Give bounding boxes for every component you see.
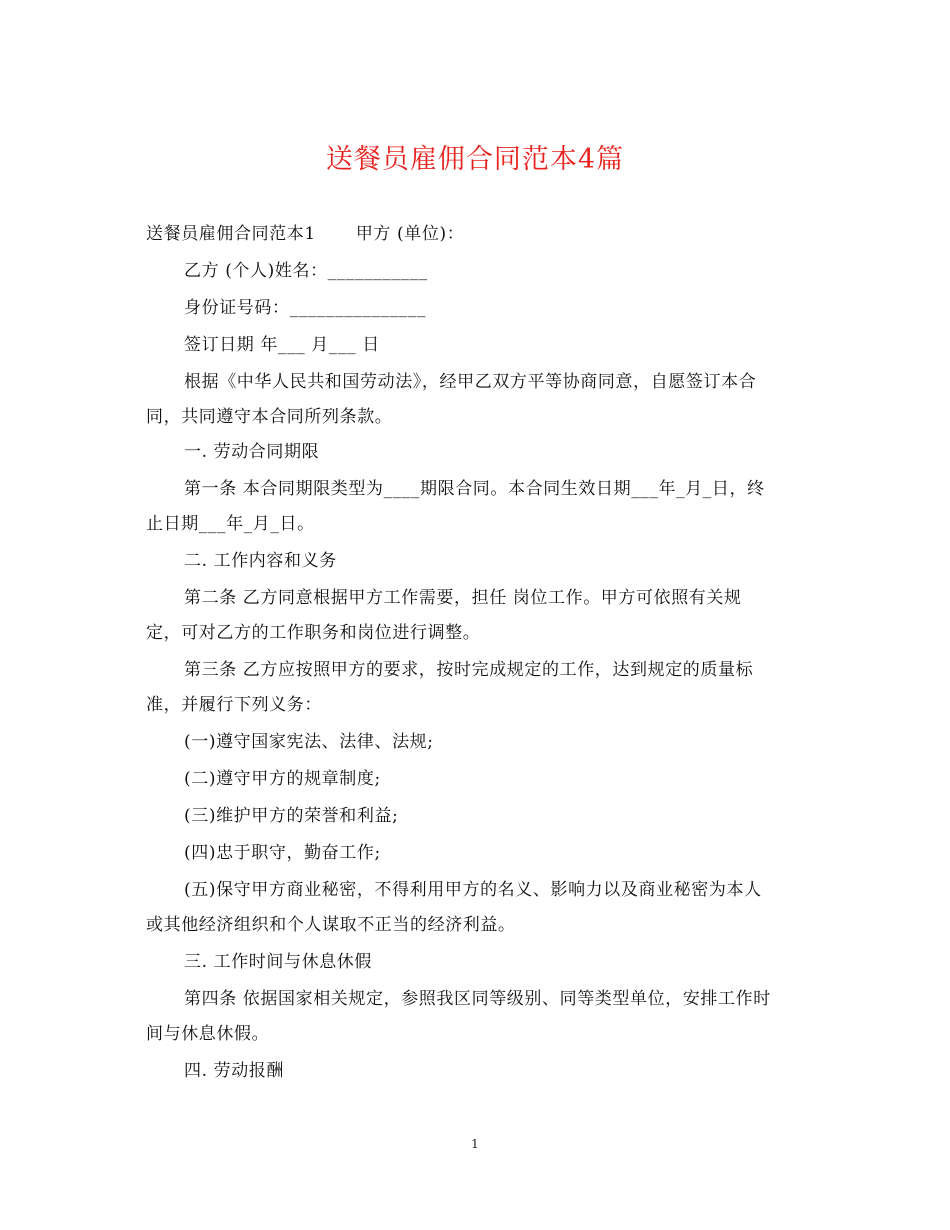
preamble-line: 同，共同遵守本合同所列条款。 [146,407,393,427]
obligation-item: 或其他经济组织和个人谋取不正当的经济利益。 [146,915,516,935]
obligation-item: (四)忠于职守，勤奋工作; [184,843,381,863]
contract-heading: 送餐员雇佣合同范本1 [146,224,316,244]
clause-line: 第四条 依据国家相关规定，参照我区同等级别、同等类型单位，安排工作时 [184,989,771,1009]
preamble-line: 根据《中华人民共和国劳动法》，经甲乙双方平等协商同意，自愿签订本合 [184,372,757,392]
signing-date-line: 签订日期 年___ 月___ 日 [184,335,380,355]
clause-line: 第二条 乙方同意根据甲方工作需要，担任 岗位工作。甲方可依照有关规 [184,588,742,608]
clause-line: 间与休息休假。 [146,1024,270,1044]
clause-line: 止日期___年_月_日。 [146,514,315,534]
clause-line: 准，并履行下列义务： [146,695,322,715]
section-heading: 一. 劳动合同期限 [184,442,320,462]
page-number: 1 [471,1137,479,1151]
obligation-item: (二)遵守甲方的规章制度; [184,769,381,789]
clause-line: 第三条 乙方应按照甲方的要求，按时完成规定的工作，达到规定的质量标 [184,660,754,680]
party-a-label: 甲方 (单位)： [355,224,465,244]
section-heading: 四. 劳动报酬 [184,1061,285,1081]
id-number-line: 身份证号码：_______________ [184,298,427,318]
section-heading: 三. 工作时间与休息休假 [184,952,373,972]
document-title: 送餐员雇佣合同范本4篇 [325,144,625,175]
party-b-name-line: 乙方 (个人)姓名：___________ [184,261,428,281]
obligation-item: (五)保守甲方商业秘密，不得利用甲方的名义、影响力以及商业秘密为本人 [184,880,762,900]
clause-line: 定，可对乙方的工作职务和岗位进行调整。 [146,623,481,643]
obligation-item: (一)遵守国家宪法、法律、法规; [184,732,434,752]
clause-line: 第一条 本合同期限类型为____期限合同。本合同生效日期___年_月_日，终 [184,479,765,499]
obligation-item: (三)维护甲方的荣誉和利益; [184,806,399,826]
first-line [146,222,816,246]
section-heading: 二. 工作内容和义务 [184,551,337,571]
